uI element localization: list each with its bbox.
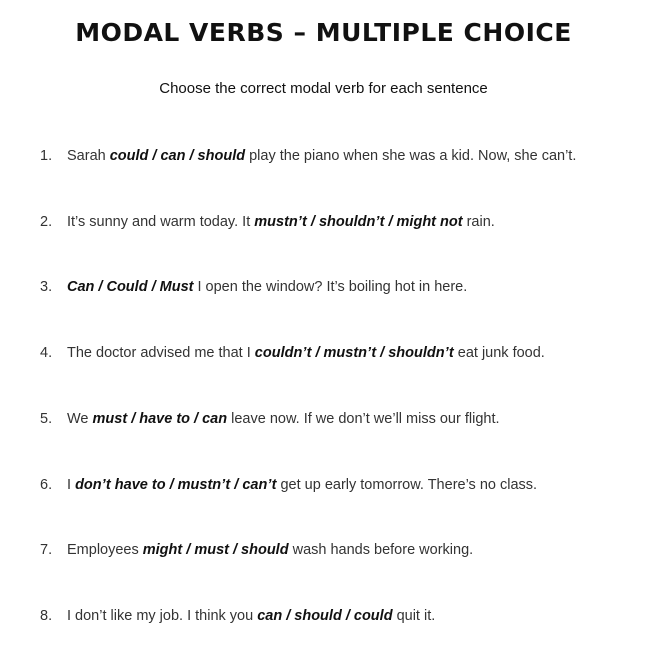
question-7 [40, 540, 630, 560]
question-text-after: leave now. If we don’t we’ll miss our flight. [227, 411, 500, 427]
question-4 [40, 343, 630, 363]
question-text-before: We [67, 411, 93, 427]
question-choices: mustn’t / shouldn’t / might not [254, 214, 463, 230]
question-text-before: Employees [67, 542, 143, 558]
question-choices: couldn’t / mustn’t / shouldn’t [254, 345, 454, 361]
question-6 [40, 475, 630, 495]
question-5 [40, 409, 630, 429]
question-text-after: wash hands before working. [288, 542, 474, 558]
question-text-after: eat junk food. [453, 345, 545, 361]
question-choices: might / must / should [142, 542, 289, 558]
question-text-before: It’s sunny and warm today. It [67, 214, 255, 230]
question-text-before: I don’t like my job. I think you [67, 608, 258, 624]
question-number: 1. [40, 148, 53, 164]
question-text-after: quit it. [392, 608, 436, 624]
question-2 [40, 212, 630, 232]
question-choices: could / can / should [109, 148, 246, 164]
question-number: 7. [40, 542, 53, 558]
question-text-before: The doctor advised me that I [67, 345, 255, 361]
question-text-after: rain. [462, 214, 495, 230]
worksheet-title: MODAL VERBS – MULTIPLE CHOICE [75, 18, 572, 47]
question-text-after: play the piano when she was a kid. Now, she can’t. [245, 148, 577, 164]
question-text-before: Sarah [67, 148, 110, 164]
question-choices: can / should / could [257, 608, 393, 624]
question-choices: must / have to / can [92, 411, 228, 427]
question-3 [40, 277, 630, 297]
question-number: 6. [40, 477, 53, 493]
question-choices: don’t have to / mustn’t / can’t [75, 477, 277, 493]
question-number: 8. [40, 608, 53, 624]
question-1 [40, 146, 630, 166]
question-text-after: I open the window? It’s boiling hot in here. [193, 279, 468, 295]
worksheet-instructions: Choose the correct modal verb for each sentence [159, 80, 488, 97]
question-number: 4. [40, 345, 53, 361]
question-text-after: get up early tomorrow. There’s no class. [276, 477, 538, 493]
question-text-before: I [67, 477, 76, 493]
question-number: 2. [40, 214, 53, 230]
question-number: 3. [40, 279, 53, 295]
question-number: 5. [40, 411, 53, 427]
question-8 [40, 606, 630, 626]
question-choices: Can / Could / Must [67, 279, 194, 295]
